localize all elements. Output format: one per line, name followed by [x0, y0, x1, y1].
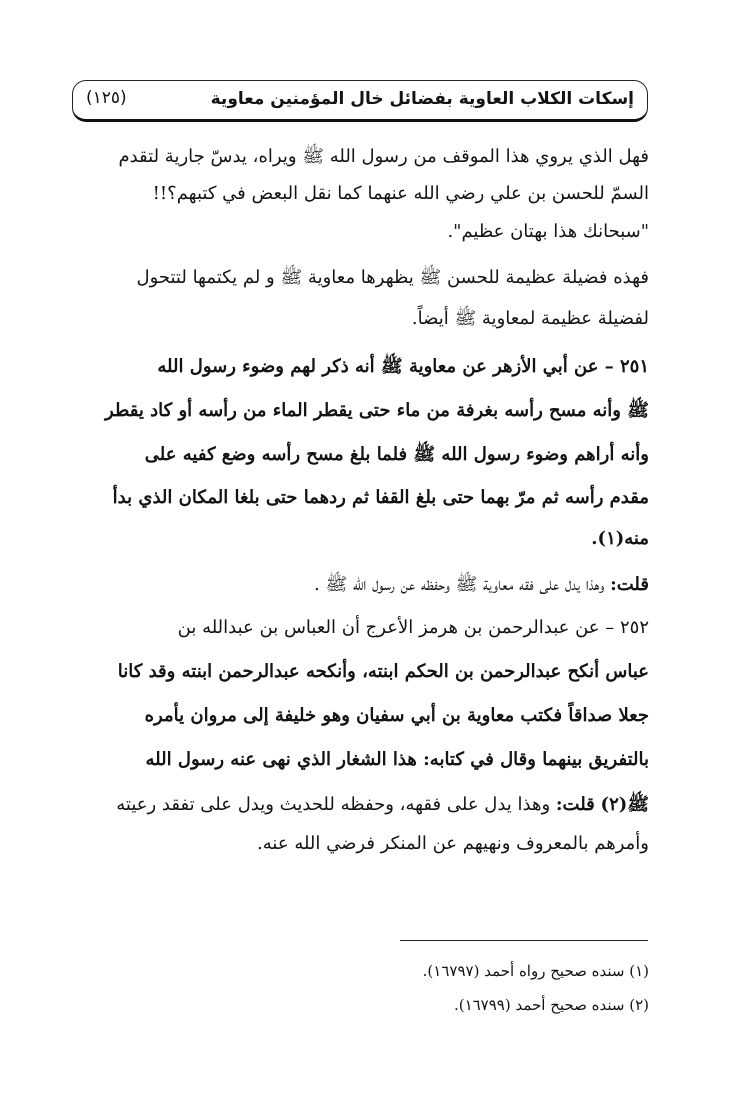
hadith-line: عباس أنكح عبدالرحمن بن الحكم ابنته، وأنكحه عبدالرحمن ابنته وقد كانا [117, 661, 649, 682]
footnote-divider [400, 940, 648, 941]
hadith-line: جعلا صداقاً فكتب معاوية بن أبي سفيان وهو خليفة إلى مروان يأمره [144, 705, 649, 726]
comment-text: وهذا يدل على فقهه، وحفظه للحديث ويدل على تفقد رعيته [116, 794, 551, 815]
text-line: لفضيلة عظيمة لمعاوية ﷺ أيضاً. [411, 308, 649, 329]
comment-label: قلت: [610, 574, 649, 595]
comment-text: وهذا يدل على فقه معاوية ﷺ وحفظه عن رسول الله ﷺ . [314, 574, 605, 595]
hadith-line: ٢٥١ – عن أبي الأزهر عن معاوية ﷺ أنه ذكر لهم وضوء رسول الله [157, 356, 649, 377]
hadith-line: منه(١). [591, 528, 649, 549]
text-line: السمّ للحسن بن علي رضي الله عنهما كما نقل البعض في كتبهم؟!! [152, 183, 649, 204]
running-header [72, 80, 648, 126]
comment-line [77, 573, 649, 599]
hadith-line: مقدم رأسه ثم مرّ بهما حتى بلغ القفا ثم ردهما حتى بلغا المكان الذي بدأ [112, 487, 649, 508]
page-number: (١٢٥) [86, 88, 127, 108]
hadith-line: ﷺ وأنه مسح رأسه بغرفة من ماء حتى يقطر الماء من رأسه أو كاد يقطر [105, 400, 649, 421]
footnote: (١) سنده صحيح رواه أحمد (١٦٧٩٧). [422, 962, 649, 980]
hadith-line: وأنه أراهم وضوء رسول الله ﷺ فلما بلغ مسح رأسه وضع كفيه على [144, 444, 649, 465]
text-line: "سبحانك هذا بهتان عظيم". [447, 221, 649, 242]
comment-line: وأمرهم بالمعروف ونهيهم عن المنكر فرضي الله عنه. [257, 833, 649, 854]
book-title: إسكات الكلاب العاوية بفضائل خال المؤمنين معاوية [210, 89, 634, 109]
text-line: فهذه فضيلة عظيمة للحسن ﷺ يظهرها معاوية ﷺ و لم يكتمها لتتحول [136, 267, 649, 288]
hadith-line: بالتفريق بينهما وقال في كتابه: هذا الشغار الذي نهى عنه رسول الله [145, 749, 649, 770]
comment-label: قلت: [555, 794, 595, 815]
hadith-end: ﷺ(٢) [600, 794, 649, 815]
hadith-line: ٢٥٢ – عن عبدالرحمن بن هرمز الأعرج أن العباس بن عبدالله بن [177, 617, 649, 638]
comment-line [77, 793, 649, 819]
text-line: فهل الذي يروي هذا الموقف من رسول الله ﷺ ويراه، يدسّ جارية لتقدم [118, 146, 649, 167]
footnote: (٢) سنده صحيح أحمد (١٦٧٩٩). [453, 996, 649, 1014]
